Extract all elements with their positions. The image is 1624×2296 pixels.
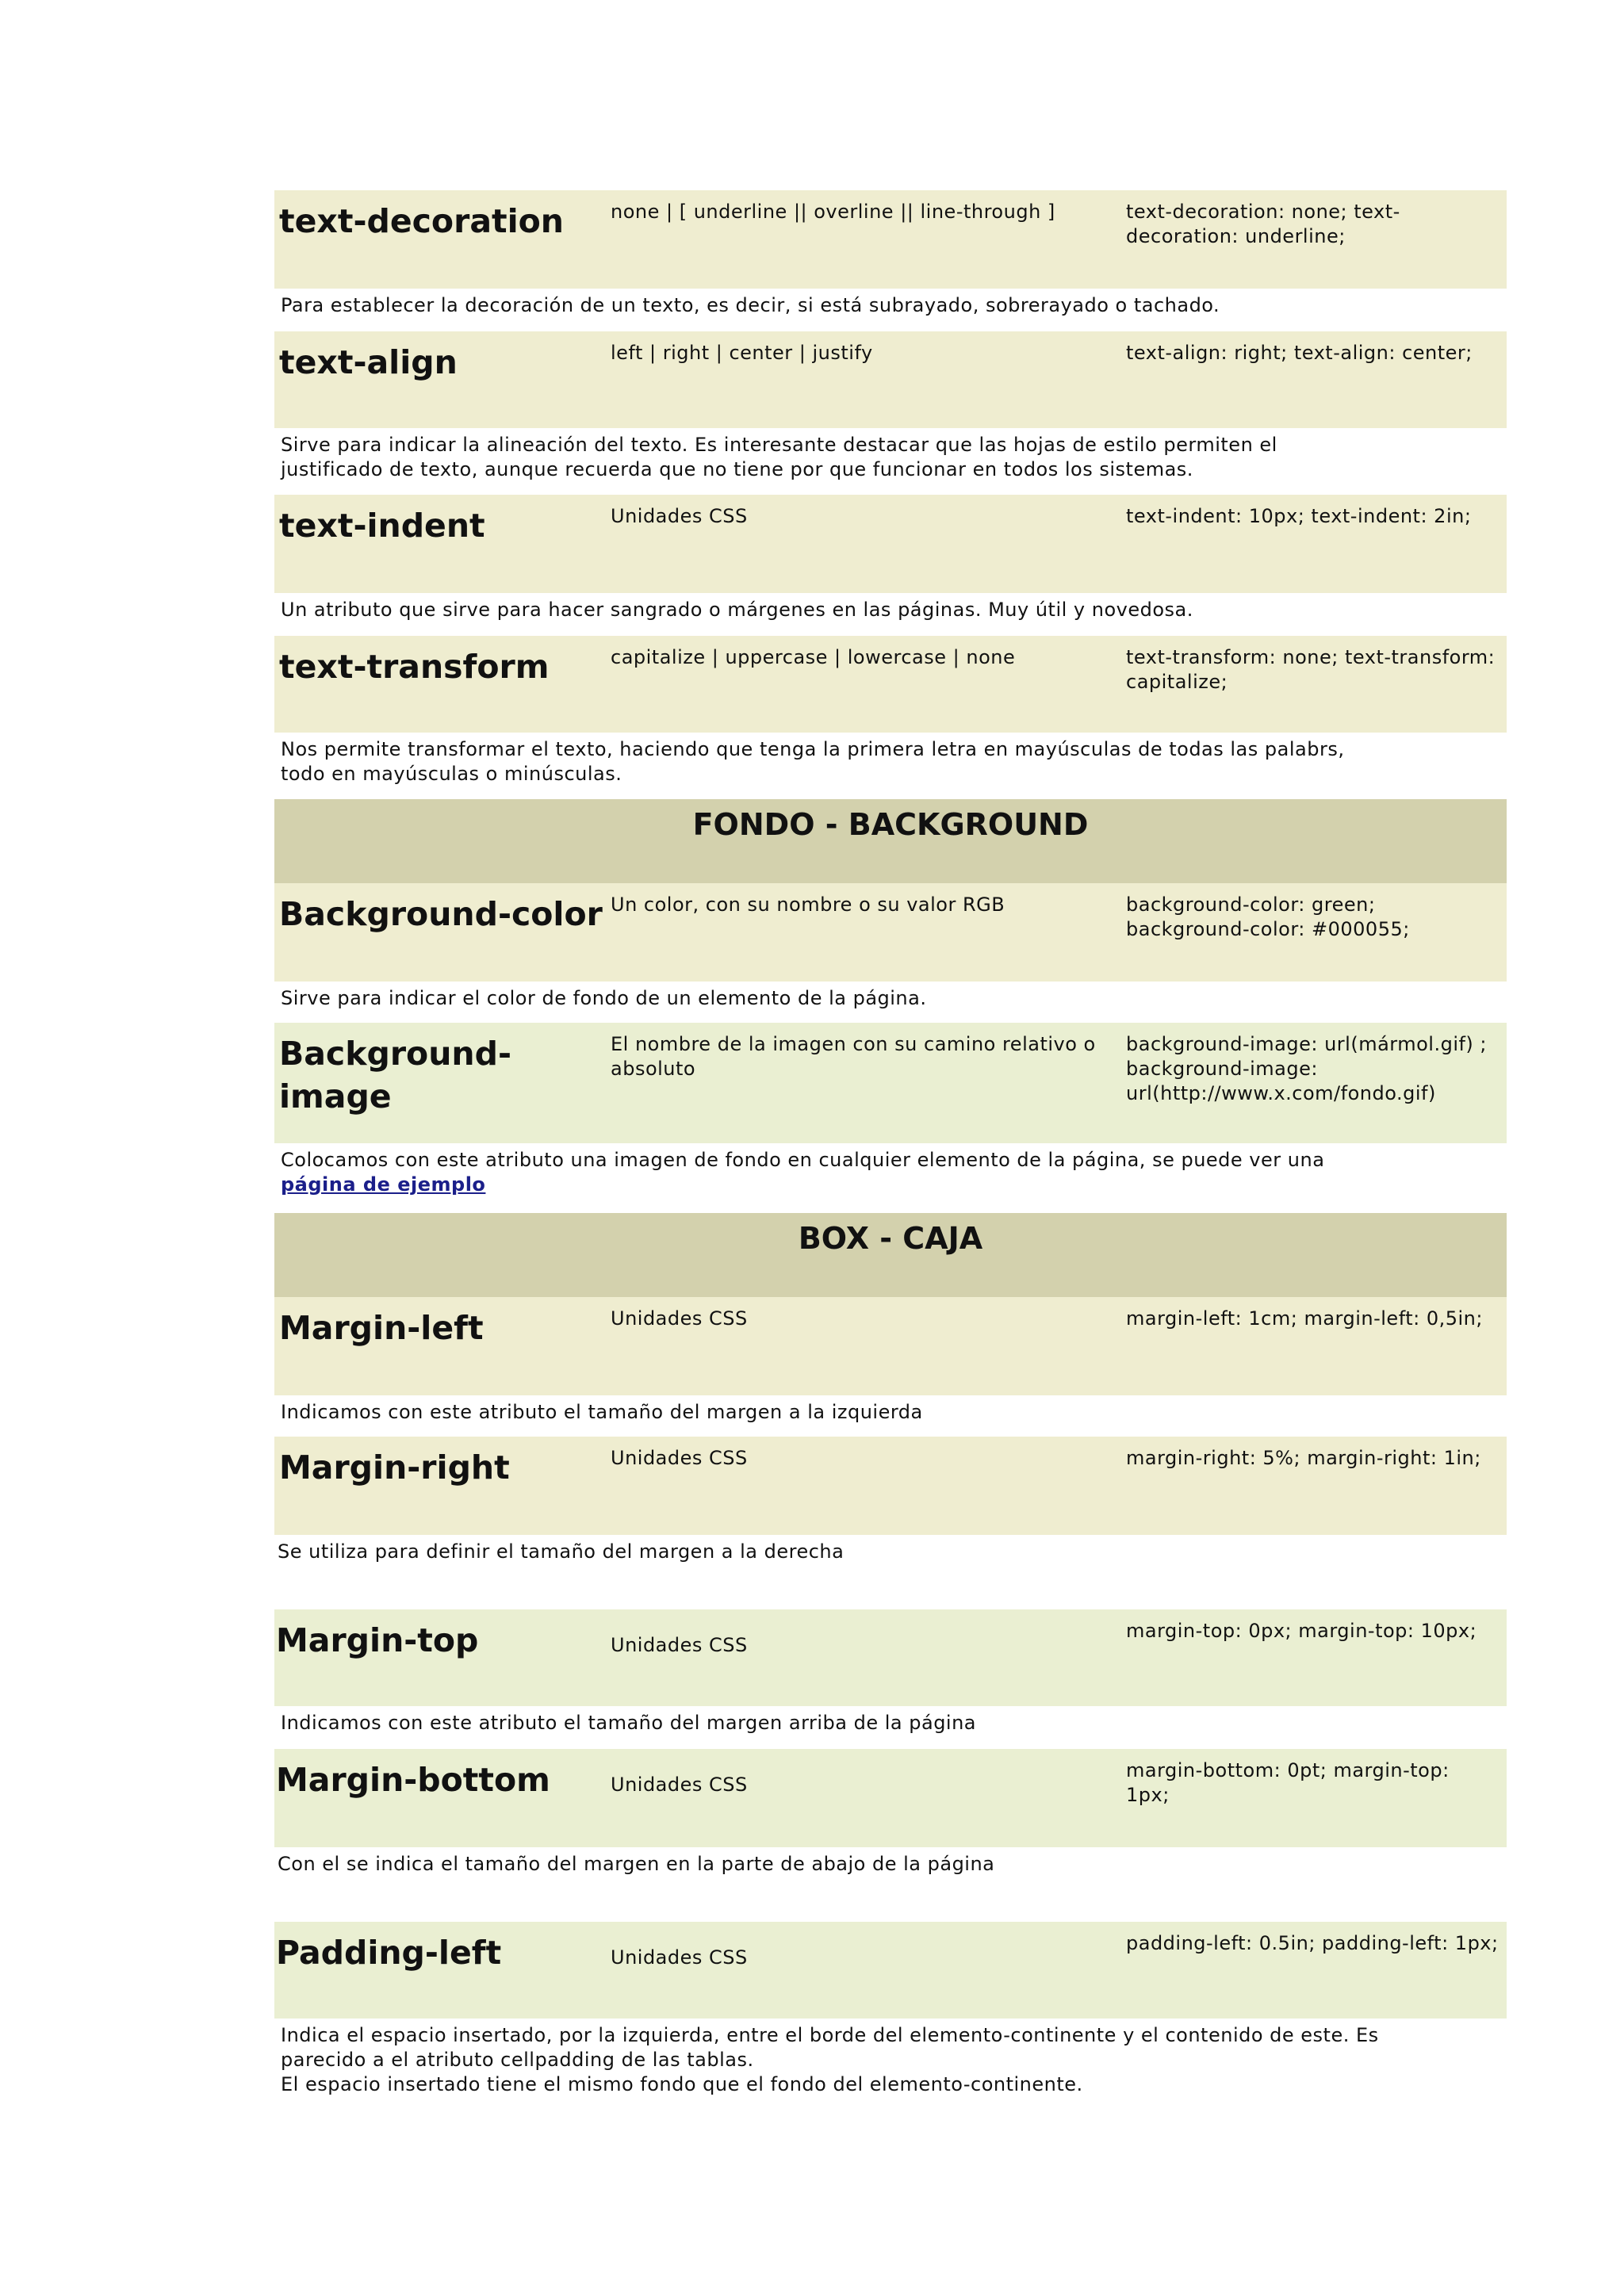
property-description: Un atributo que sirve para hacer sangrado o márgenes en las páginas. Muy útil y novedosa. (281, 599, 1193, 621)
property-name: text-align (279, 343, 458, 381)
property-example: background-image: url(mármol.gif) ; background-image: url(http://www.x.com/fondo.gif) (1126, 1033, 1488, 1104)
property-description: Con el se indica el tamaño del margen en la parte de abajo de la página (278, 1853, 995, 1875)
property-values: Unidades CSS (611, 505, 748, 527)
property-values: left | right | center | justify (611, 342, 873, 364)
property-row (274, 1749, 1507, 1847)
property-description: Colocamos con este atributo una imagen de fondo en cualquier elemento de la página, se puede ver una página de ejemplo (281, 1149, 1325, 1196)
property-example: text-indent: 10px; text-indent: 2in; (1126, 505, 1472, 527)
property-values: Unidades CSS (611, 1447, 748, 1469)
property-row (274, 495, 1507, 593)
property-values: Un color, con su nombre o su valor RGB (611, 894, 1005, 916)
property-values: Unidades CSS (611, 1774, 748, 1796)
property-example: padding-left: 0.5in; padding-left: 1px; (1126, 1932, 1499, 1954)
property-values: Unidades CSS (611, 1307, 748, 1330)
property-example: text-decoration: none; text-decoration: underline; (1126, 201, 1400, 247)
property-values: Unidades CSS (611, 1634, 748, 1656)
property-row (274, 331, 1507, 428)
property-description: Para establecer la decoración de un texto, es decir, si está subrayado, sobrerayado o tachado. (281, 294, 1220, 316)
property-name: text-transform (279, 648, 550, 686)
property-description: Indica el espacio insertado, por la izquierda, entre el borde del elemento-continente y el contenido de este. Es parecido a el atributo cellpadding de las tablas. El espacio insertado tiene el mismo fondo que el fondo del elemento-continente. (281, 2024, 1379, 2095)
property-description: Indicamos con este atributo el tamaño del margen a la izquierda (281, 1401, 923, 1423)
property-row (274, 1922, 1507, 2019)
property-example: margin-left: 1cm; margin-left: 0,5in; (1126, 1307, 1483, 1330)
property-values: Unidades CSS (611, 1946, 748, 1969)
property-row (274, 636, 1507, 733)
property-row (274, 1437, 1507, 1535)
property-example: background-color: green; background-color: #000055; (1126, 894, 1410, 940)
property-values: none | [ underline || overline || line-through ] (611, 201, 1055, 223)
property-name: Padding-left (276, 1934, 502, 1972)
property-example: margin-bottom: 0pt; margin-top: 1px; (1126, 1759, 1450, 1806)
property-row (274, 1297, 1507, 1395)
property-name: Margin-bottom (276, 1761, 550, 1799)
property-name: Background-color (279, 895, 603, 933)
property-name: Margin-top (276, 1621, 479, 1659)
property-example: margin-right: 5%; margin-right: 1in; (1126, 1447, 1481, 1469)
property-description: Indicamos con este atributo el tamaño del margen arriba de la página (281, 1712, 977, 1734)
property-row (274, 190, 1507, 289)
property-description: Se utiliza para definir el tamaño del margen a la derecha (278, 1540, 845, 1563)
property-row (274, 883, 1507, 982)
property-name: Background-image (279, 1035, 511, 1115)
property-name: text-indent (279, 507, 485, 545)
example-page-link[interactable]: página de ejemplo (281, 1173, 486, 1196)
section-header-box: BOX - CAJA (274, 1213, 1507, 1297)
property-description: Sirve para indicar el color de fondo de un elemento de la página. (281, 987, 927, 1009)
section-header-background: FONDO - BACKGROUND (274, 799, 1507, 883)
property-description: Nos permite transformar el texto, haciendo que tenga la primera letra en mayúsculas de todas las palabrs, todo en mayúsculas o minúsculas. (281, 738, 1345, 785)
property-example: text-align: right; text-align: center; (1126, 342, 1473, 364)
property-values: capitalize | uppercase | lowercase | none (611, 646, 1016, 668)
property-name: Margin-left (279, 1309, 484, 1347)
property-row (274, 1609, 1507, 1706)
property-name: Margin-right (279, 1448, 510, 1487)
property-values: El nombre de la imagen con su camino relativo o absoluto (611, 1033, 1096, 1080)
property-description: Sirve para indicar la alineación del texto. Es interesante destacar que las hojas de estilo permiten el justificado de texto, aunque recuerda que no tiene por que funcionar en todos los sistemas. (281, 434, 1277, 480)
property-example: margin-top: 0px; margin-top: 10px; (1126, 1620, 1477, 1642)
document (274, 190, 1507, 2106)
property-example: text-transform: none; text-transform: capitalize; (1126, 646, 1496, 693)
property-name: text-decoration (279, 202, 564, 240)
property-row (274, 1023, 1507, 1143)
